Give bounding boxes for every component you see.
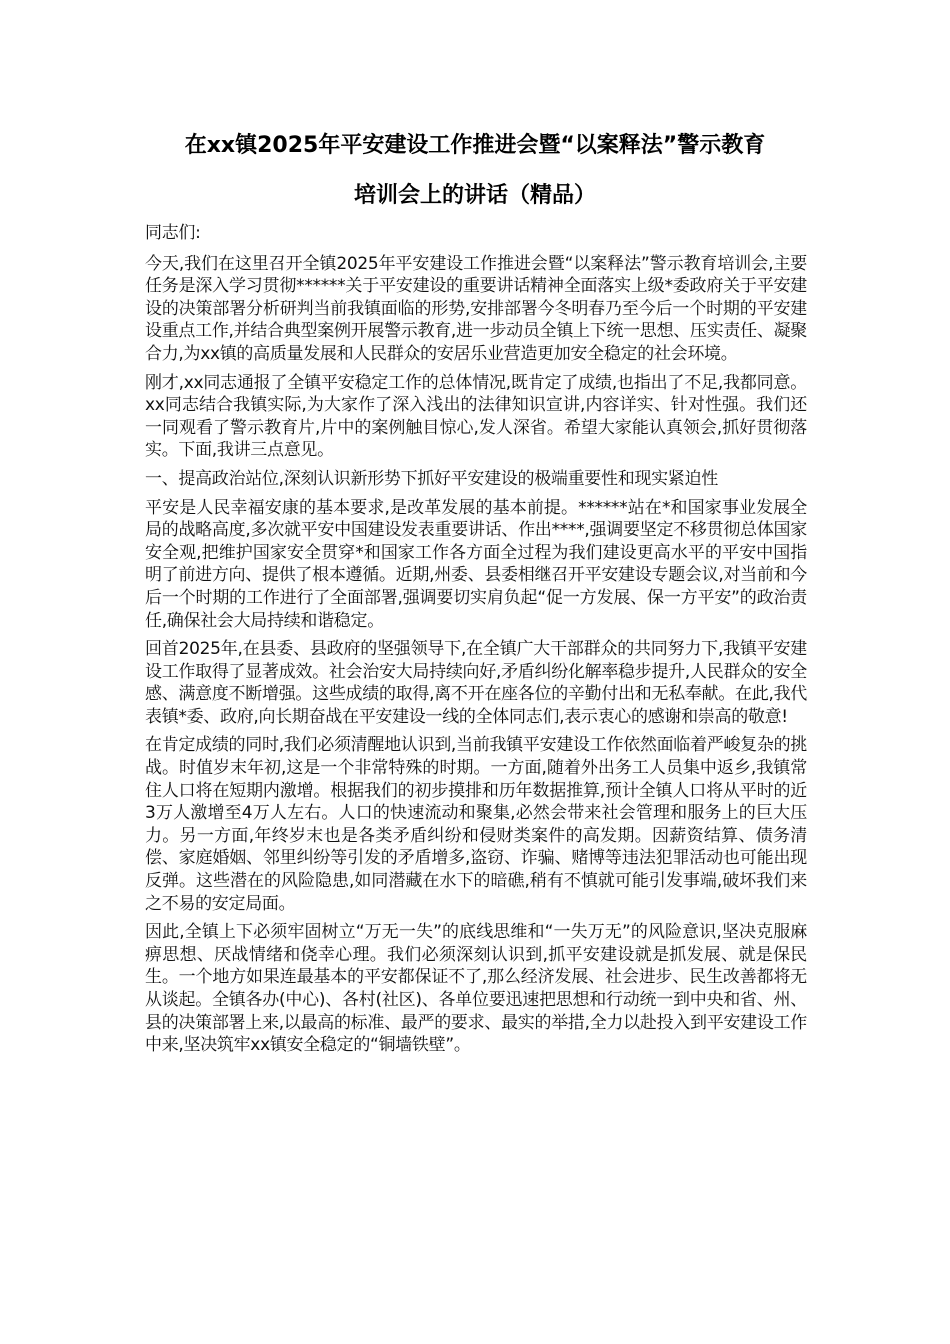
document-body [145,222,807,1063]
document-title-line-2: 培训会上的讲话（精品） [353,183,596,208]
paragraph-intro: 今天,我们在这里召开全镇2025年平安建设工作推进会暨“以案释法”警示教育培训会,主要任务是深入学习贯彻******关于平安建设的重要讲话精神全面落实上级*委政府关于平安建设的决策部署分析研判当前我镇面临的形势,安排部署今冬明春乃至今后一个时期的平安建设重点工作,并结合典型案例开展警示教育,进一步动员全镇上下统一思想、压实责任、凝聚合力,为xx镇的高质量发展和人民群众的安居乐业营造更加安全稳定的社会环境。 [145,253,807,364]
paragraph-body: 平安是人民幸福安康的基本要求,是改革发展的基本前提。******站在*和国家事业发展全局的战略高度,多次就平安中国建设发表重要讲话、作出****,强调要坚定不移贯彻总体国家安全观,把维护国家安全贯穿*和国家工作各方面全过程为我们建设更高水平的平安中国指明了前进方向、提供了根本遵循。近期,州委、县委相继召开平安建设专题会议,对当前和今后一个时期的工作进行了全面部署,强调要切实肩负起“促一方发展、保一方平安”的政治责任,确保社会大局持续和谐稳定。 [145,497,807,631]
paragraph-review: 刚才,xx同志通报了全镇平安稳定工作的总体情况,既肯定了成绩,也指出了不足,我都同意。xx同志结合我镇实际,为大家作了深入浅出的法律知识宣讲,内容详实、针对性强。我们还一同观看了警示教育片,片中的案例触目惊心,发人深省。希望大家能认真领会,抓好贯彻落实。下面,我讲三点意见。 [145,372,807,461]
section-heading-1: 一、提高政治站位,深刻认识新形势下抓好平安建设的极端重要性和现实紧迫性 [145,468,718,489]
paragraph-body: 因此,全镇上下必须牢固树立“万无一失”的底线思维和“一失万无”的风险意识,坚决克服麻痹思想、厌战情绪和侥幸心理。我们必须深刻认识到,抓平安建设就是抓发展、就是保民生。一个地方如果连最基本的平安都保证不了,那么经济发展、社会进步、民生改善都将无从谈起。全镇各办(中心)、各村(社区)、各单位要迅速把思想和行动统一到中央和省、州、县的决策部署上来,以最高的标准、最严的要求、最实的举措,全力以赴投入到平安建设工作中来,坚决筑牢xx镇安全稳定的“铜墙铁壁”。 [145,922,807,1056]
paragraph-body: 在肯定成绩的同时,我们必须清醒地认识到,当前我镇平安建设工作依然面临着严峻复杂的挑战。时值岁末年初,这是一个非常特殊的时期。一方面,随着外出务工人员集中返乡,我镇常住人口将在短期内激增。根据我们的初步摸排和历年数据推算,预计全镇人口将从平时的近3万人激增至4万人左右。人口的快速流动和聚集,必然会带来社会管理和服务上的巨大压力。另一方面,年终岁末也是各类矛盾纠纷和侵财类案件的高发期。因薪资结算、债务清偿、家庭婚姻、邻里纠纷等引发的矛盾增多,盗窃、诈骗、赌博等违法犯罪活动也可能出现反弹。这些潜在的风险隐患,如同潜藏在水下的暗礁,稍有不慎就可能引发事端,破坏我们来之不易的安定局面。 [145,735,807,914]
document-title-line-1: 在xx镇2025年平安建设工作推进会暨“以案释法”警示教育 [184,133,766,158]
paragraph-body: 回首2025年,在县委、县政府的坚强领导下,在全镇广大干部群众的共同努力下,我镇平安建设工作取得了显著成效。社会治安大局持续向好,矛盾纠纷化解率稳步提升,人民群众的安全感、满意度不断增强。这些成绩的取得,离不开在座各位的辛勤付出和无私奉献。在此,我代表镇*委、政府,向长期奋战在平安建设一线的全体同志们,表示衷心的感谢和崇高的敬意! [145,639,807,727]
greeting: 同志们: [145,223,201,243]
